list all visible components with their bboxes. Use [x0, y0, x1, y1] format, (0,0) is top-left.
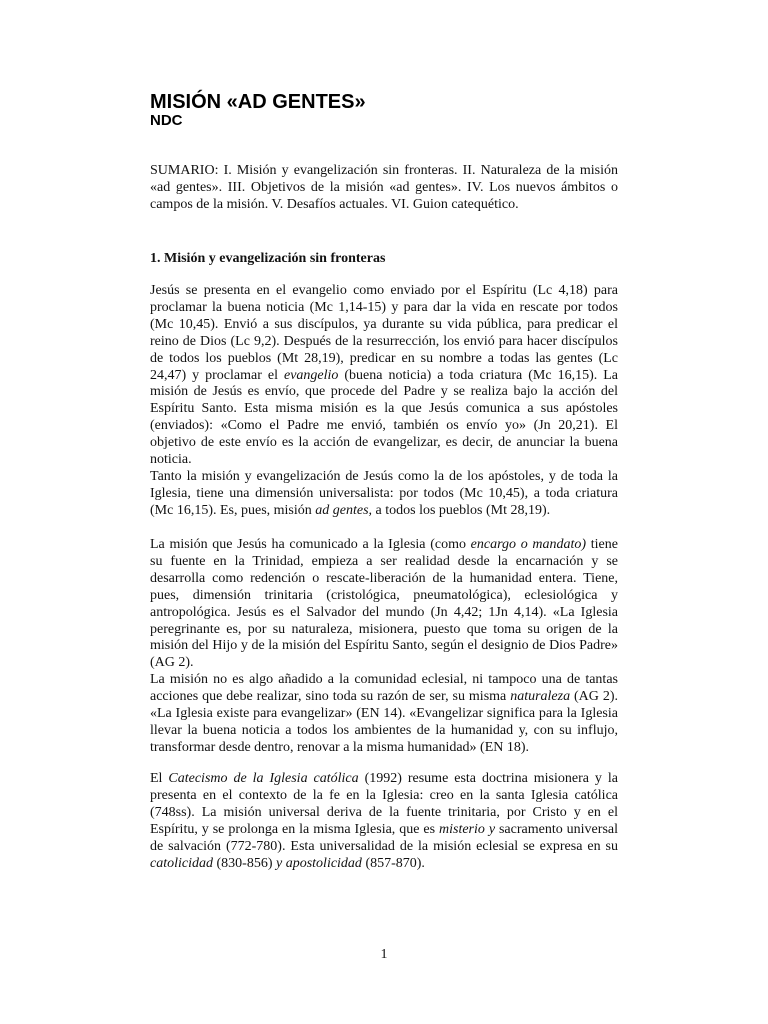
document-author: NDC — [150, 112, 183, 129]
paragraph-text: a todos los pueblos (Mt 28,19). — [372, 502, 551, 518]
italic-term: encargo o mandato) — [470, 537, 587, 552]
paragraph-5 — [150, 771, 618, 872]
italic-term: ad gentes, — [315, 502, 373, 518]
italic-term: evangelio — [283, 367, 339, 383]
paragraph-text: (1992) resume esta doctrina misionera y la presenta en el contexto de la fe en la Iglesia: creo en la santa Iglesia católica (748ss). La misión universal deriva de la fuente trinitaria, por Cristo y en el Espíritu, y se prolonga en la misma Iglesia, que es — [150, 771, 618, 837]
italic-term: naturaleza — [510, 688, 571, 704]
document-title: MISIÓN «AD GENTES» — [150, 91, 366, 113]
paragraph-text: La misión que Jesús ha comunicado a la Iglesia (como — [150, 537, 471, 552]
paragraph-text: tiene su fuente en la Trinidad, empieza a ser realidad desde la encarnación y se desarrolla como redención o rescate-liberación de la humanidad entera. Tiene, pues, dimensión trinitaria (cristológica, pneumatológica), eclesiológica y antropológica. Jesús es el Salvador del mundo (Jn 4,42; 1Jn 4,14). «La Iglesia peregrinante es, por su naturaleza, misionera, puesto que toma su origen de la misión del Hijo y de la misión del Espíritu Santo, según el designio de Dios Padre» (AG 2). — [150, 537, 618, 671]
paragraph-4 — [150, 672, 618, 757]
paragraph-3 — [150, 537, 618, 672]
paragraph-text: Jesús se presenta en el evangelio como enviado por el Espíritu (Lc 4,18) para proclamar la buena noticia (Mc 1,14-15) y para dar la vida en rescate por todos (Mc 10,45). Envió a sus discípulos, ya durante su vida pública, para predicar el reino de Dios (Lc 9,2). Después de la resurrección, los envió para hacer discípulos de todos los pueblos (Mt 28,19), predicar en su nombre a todas las gentes (Lc 24,47) y proclamar el — [150, 283, 618, 383]
italic-term: Catecismo de la Iglesia católica — [168, 771, 359, 786]
paragraph-text: La misión no es algo añadido a la comunidad eclesial, ni tampoco una de tantas acciones que debe realizar, sino toda su razón de ser, su misma — [150, 672, 618, 704]
italic-term: y apostolicidad — [276, 855, 362, 871]
page-number: 1 — [380, 947, 388, 962]
section-heading: 1. Misión y evangelización sin fronteras — [150, 251, 386, 266]
paragraph-2 — [150, 469, 618, 520]
paragraph-text: El — [150, 771, 169, 786]
paragraph-text: (830-856) — [213, 855, 276, 871]
italic-term: catolicidad — [150, 855, 213, 871]
paragraph-text: (AG 2). «La Iglesia existe para evangelizar» (EN 14). «Evangelizar significa para la Iglesia llevar la buena noticia a todos los ambientes de la humanidad y, con su influjo, transformar desde dentro, renovar a la misma humanidad» (EN 18). — [150, 688, 618, 755]
paragraph-1 — [150, 283, 618, 469]
paragraph-text: (857-870). — [361, 855, 425, 871]
paragraph-text: (buena noticia) a toda criatura (Mc 16,15). La misión de Jesús es envío, que procede del Padre y se realiza bajo la acción del Espíritu Santo. Esta misma misión es la que Jesús comunica a sus apóstoles (enviados): «Como el Padre me envió, también os envío yo» (Jn 20,21). El objetivo de este envío es la acción de evangelizar, es decir, de anunciar la buena noticia. — [150, 367, 618, 468]
italic-term: misterio y — [439, 821, 496, 837]
paragraph-text: sacramento universal de salvación (772-780). Esta universalidad de la misión eclesial se expresa en su — [150, 821, 618, 854]
paragraph-text: Tanto la misión y evangelización de Jesús como la de los apóstoles, y de toda la Iglesia, tiene una dimensión universalista: por todos (Mc 10,45), a toda criatura (Mc 16,15). Es, pues, misión — [150, 469, 618, 518]
summary-paragraph: SUMARIO: I. Misión y evangelización sin fronteras. II. Naturaleza de la misión «ad gentes». III. Objetivos de la misión «ad gentes». IV. Los nuevos ámbitos o campos de la misión. V. Desafíos actuales. VI. Guion catequético. — [150, 163, 618, 212]
